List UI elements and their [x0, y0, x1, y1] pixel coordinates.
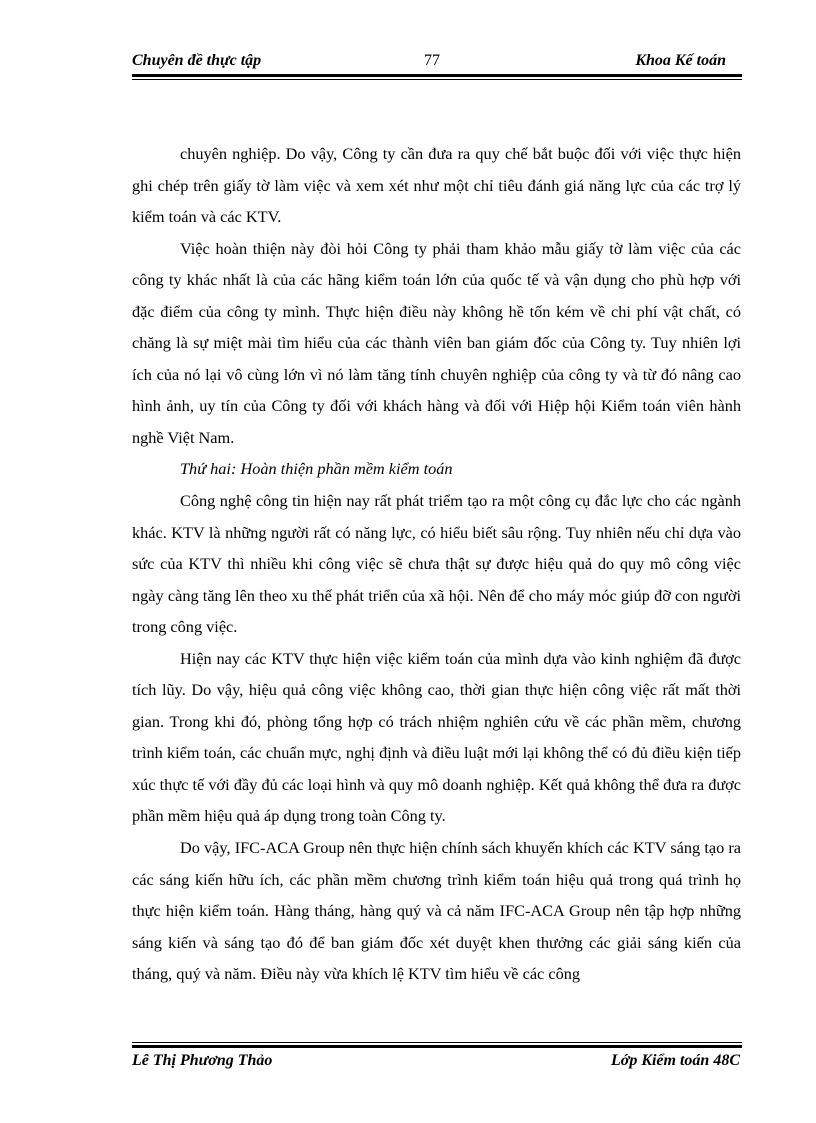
paragraph	[132, 233, 741, 454]
document-body	[132, 138, 741, 990]
author-name: Lê Thị Phương Thảo	[132, 1052, 273, 1069]
page-footer	[132, 1050, 742, 1074]
header-rule	[132, 74, 742, 77]
page-header	[132, 50, 742, 74]
page-number: 77	[424, 52, 440, 69]
footer-rule-thin	[132, 1042, 742, 1043]
header-rule-thin	[132, 79, 742, 80]
paragraph: Hiện nay các KTV thực hiện việc kiểm toán của mình dựa vào kinh nghiệm đã được tích lũy. Do vậy, hiệu quả công việc không cao, thời gian thực hiện công việc rất mất thời gian. Trong khi đó, phòng tổng hợp có trách nhiệm nghiên cứu về các phần mềm, chương trình kiểm toán, các chuẩn mực, nghị định và điều luật mới lại không thể có đủ điều kiện tiếp xúc thực tế với đầy đủ các loại hình và quy mô doanh nghiệp. Kết quả không thể đưa ra được phần mềm hiệu quả áp dụng trong toàn Công ty.	[132, 648, 741, 826]
paragraph: Công nghệ công tin hiện nay rất phát triểm tạo ra một công cụ đắc lực cho các ngành khác. KTV là những người rất có năng lực, có hiểu biết sâu rộng. Tuy nhiên nếu chỉ dựa vào sức của KTV thì nhiều khi công việc sẽ chưa thật sự được hiệu quả do quy mô công việc ngày càng tăng lên theo xu thế phát triển của xã hội. Nên để cho máy móc giúp đỡ con người trong công việc.	[132, 491, 741, 637]
class-name: Lớp Kiểm toán 48C	[610, 1052, 740, 1069]
header-title: Chuyên đề thực tập	[132, 52, 262, 69]
section-heading: Thứ hai: Hoàn thiện phần mềm kiểm toán	[180, 459, 453, 479]
footer-rule	[132, 1045, 742, 1048]
paragraph: chuyên nghiệp. Do vậy, Công ty cần đưa ra quy chế bắt buộc đối với việc thực hiện ghi chép trên giấy tờ làm việc và xem xét như một chỉ tiêu đánh giá năng lực của các trợ lý kiểm toán và các KTV.	[132, 144, 741, 227]
paragraph-text: Việc hoàn thiện này đòi hỏi Công ty phải tham khảo mẫu giấy tờ làm việc của các công ty khác nhất là của các hãng kiểm toán lớn của quốc tế và vận dụng cho phù hợp với đặc điểm của công ty mình. Thực hiện điều này không hề tốn kém về chi phí vật chất, có chăng là sự miệt mài tìm hiểu của các thành viên ban giám đốc của Công ty. Tuy nhiên lợi ích của nó lại vô cùng lớn vì nó làm tăng tính chuyên nghiệp của công ty và từ đó nâng cao hình ảnh, uy tín của Công ty đối với khách hàng và đối với Hiệp hội Kiểm toán viên hành nghề Việt Nam.	[132, 238, 741, 447]
header-department: Khoa Kế toán	[635, 52, 726, 69]
paragraph: Do vậy, IFC-ACA Group nên thực hiện chính sách khuyến khích các KTV sáng tạo ra các sáng kiến hữu ích, các phần mềm chương trình kiểm toán hiệu quả trong quá trình họ thực hiện kiểm toán. Hàng tháng, hàng quý và cả năm IFC-ACA Group nên tập hợp những sáng kiến và sáng tạo đó để ban giám đốc xét duyệt khen thưởng các giải sáng kiến của tháng, quý và năm. Điều này vừa khích lệ KTV tìm hiểu về các công	[132, 838, 741, 984]
